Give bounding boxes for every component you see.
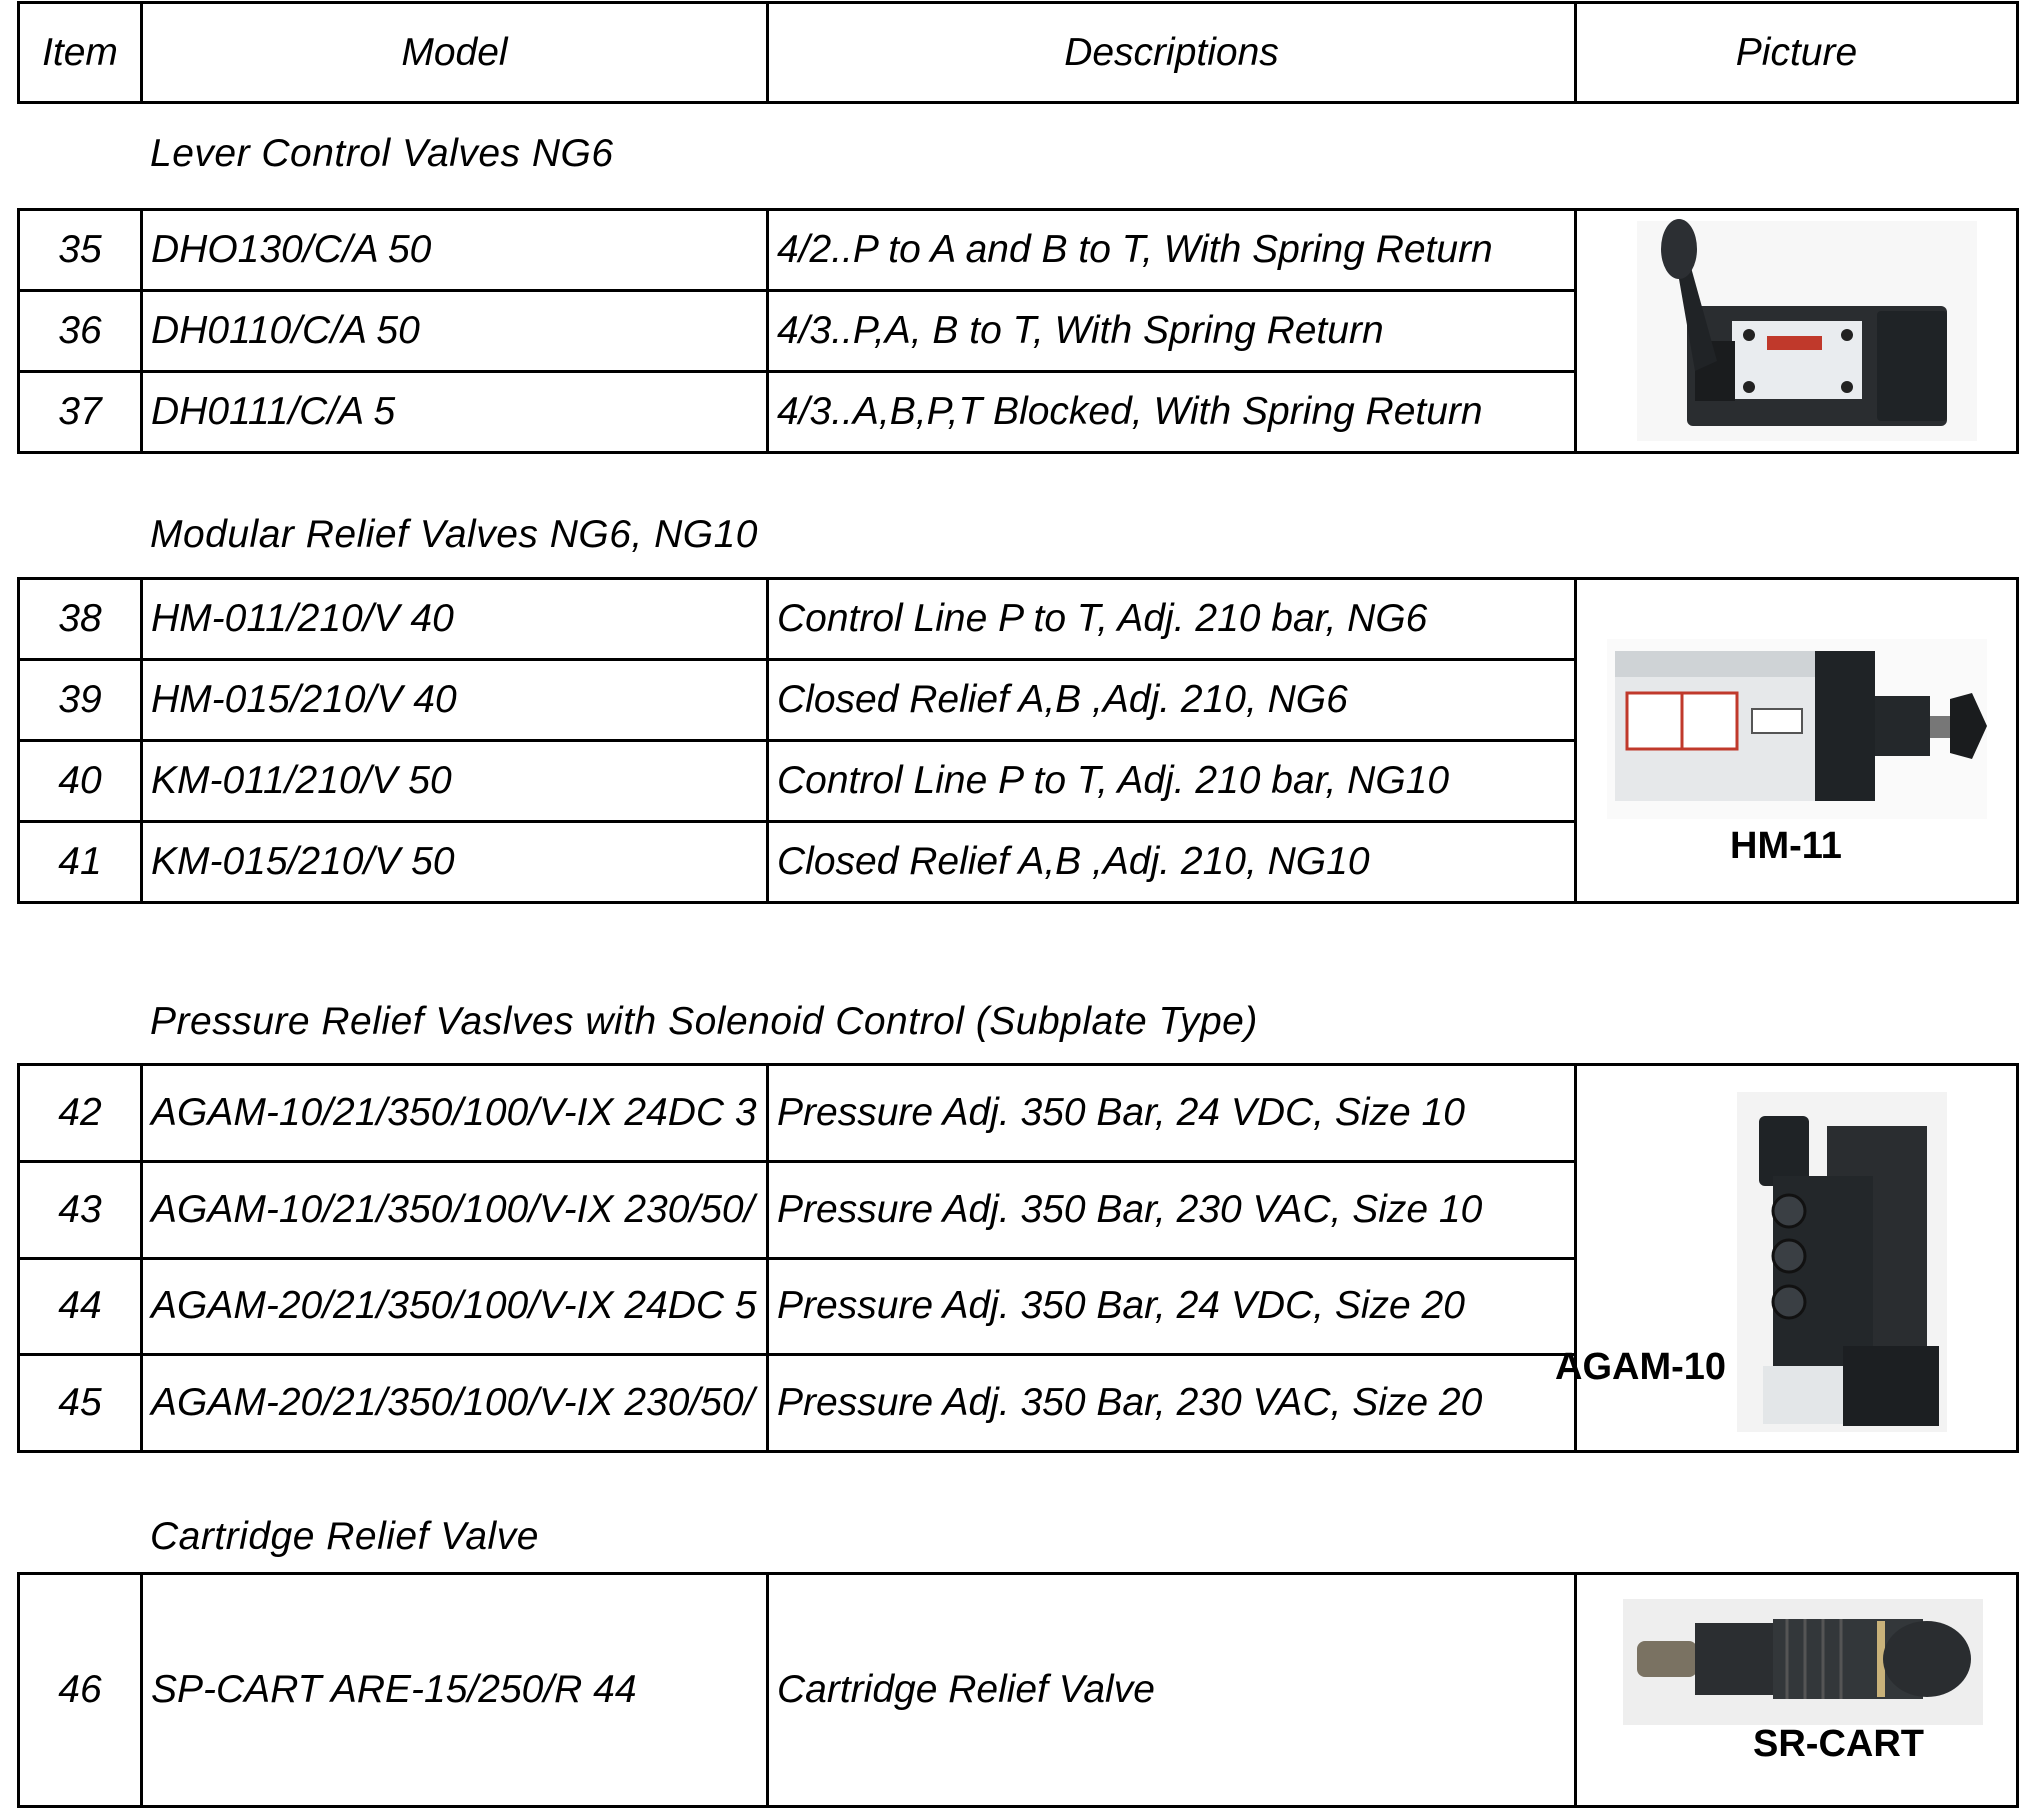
table-cartridge-relief (17, 1572, 2016, 1808)
model-cell: KM-011/210/V 50 (142, 741, 768, 822)
model-cell: DH0110/C/A 50 (142, 291, 768, 372)
table-modular-relief (17, 577, 2016, 904)
item-cell: 37 (19, 372, 142, 453)
header-model: Model (142, 3, 768, 103)
agam-valve-image (1577, 1066, 2019, 1450)
item-cell: 36 (19, 291, 142, 372)
item-cell: 39 (19, 660, 142, 741)
description-cell: Pressure Adj. 350 Bar, 24 VDC, Size 10 (768, 1065, 1576, 1162)
model-cell: SP-CART ARE-15/250/R 44 (142, 1574, 768, 1807)
description-cell: 4/3..P,A, B to T, With Spring Return (768, 291, 1576, 372)
model-cell: HM-015/210/V 40 (142, 660, 768, 741)
description-cell: Closed Relief A,B ,Adj. 210, NG10 (768, 822, 1576, 903)
picture-cell (1576, 1574, 2018, 1807)
item-cell: 44 (19, 1258, 142, 1355)
table-lever-control (17, 208, 2016, 454)
description-cell: Pressure Adj. 350 Bar, 230 VAC, Size 10 (768, 1161, 1576, 1258)
picture-label-srcart: SR-CART (1753, 1723, 1924, 1765)
section-title-pressure-relief: Pressure Relief Vaslves with Solenoid Control (Subplate Type) (150, 1000, 1258, 1043)
item-cell: 43 (19, 1161, 142, 1258)
description-cell: Pressure Adj. 350 Bar, 24 VDC, Size 20 (768, 1258, 1576, 1355)
description-cell: 4/3..A,B,P,T Blocked, With Spring Return (768, 372, 1576, 453)
picture-label-agam10: AGAM-10 (1555, 1346, 1727, 1388)
description-cell: Pressure Adj. 350 Bar, 230 VAC, Size 20 (768, 1355, 1576, 1452)
header-descriptions: Descriptions (768, 3, 1576, 103)
description-cell: Closed Relief A,B ,Adj. 210, NG6 (768, 660, 1576, 741)
model-cell: AGAM-10/21/350/100/V-IX 24DC 3 (142, 1065, 768, 1162)
item-cell: 35 (19, 210, 142, 291)
item-cell: 45 (19, 1355, 142, 1452)
table-pressure-relief (17, 1063, 2016, 1453)
header-picture: Picture (1576, 3, 2018, 103)
model-cell: KM-015/210/V 50 (142, 822, 768, 903)
model-cell: AGAM-10/21/350/100/V-IX 230/50/ (142, 1161, 768, 1258)
picture-cell (1576, 579, 2018, 903)
section-title-modular-relief: Modular Relief Valves NG6, NG10 (150, 513, 758, 556)
header-table (17, 1, 2016, 104)
item-cell: 41 (19, 822, 142, 903)
item-cell: 38 (19, 579, 142, 660)
picture-cell (1555, 1065, 2018, 1452)
model-cell: HM-011/210/V 40 (142, 579, 768, 660)
section-title-cartridge-relief: Cartridge Relief Valve (150, 1515, 539, 1558)
picture-cell (1576, 210, 2018, 453)
description-cell: 4/2..P to A and B to T, With Spring Return (768, 210, 1576, 291)
table-row (19, 210, 2018, 291)
model-cell: DHO130/C/A 50 (142, 210, 768, 291)
table-row (19, 1065, 2018, 1162)
model-cell: AGAM-20/21/350/100/V-IX 230/50/ (142, 1355, 768, 1452)
cartridge-valve-image (1577, 1575, 2019, 1805)
lever-valve-image (1577, 211, 2019, 451)
item-cell: 46 (19, 1574, 142, 1807)
description-cell: Control Line P to T, Adj. 210 bar, NG10 (768, 741, 1576, 822)
table-row (19, 579, 2018, 660)
table-row (19, 1574, 2018, 1807)
header-item: Item (19, 3, 142, 103)
description-cell: Cartridge Relief Valve (768, 1574, 1576, 1807)
item-cell: 42 (19, 1065, 142, 1162)
model-cell: DH0111/C/A 5 (142, 372, 768, 453)
picture-label-hm11: HM-11 (1730, 825, 1842, 867)
item-cell: 40 (19, 741, 142, 822)
model-cell: AGAM-20/21/350/100/V-IX 24DC 5 (142, 1258, 768, 1355)
description-cell: Control Line P to T, Adj. 210 bar, NG6 (768, 579, 1576, 660)
section-title-lever-control: Lever Control Valves NG6 (150, 132, 614, 175)
